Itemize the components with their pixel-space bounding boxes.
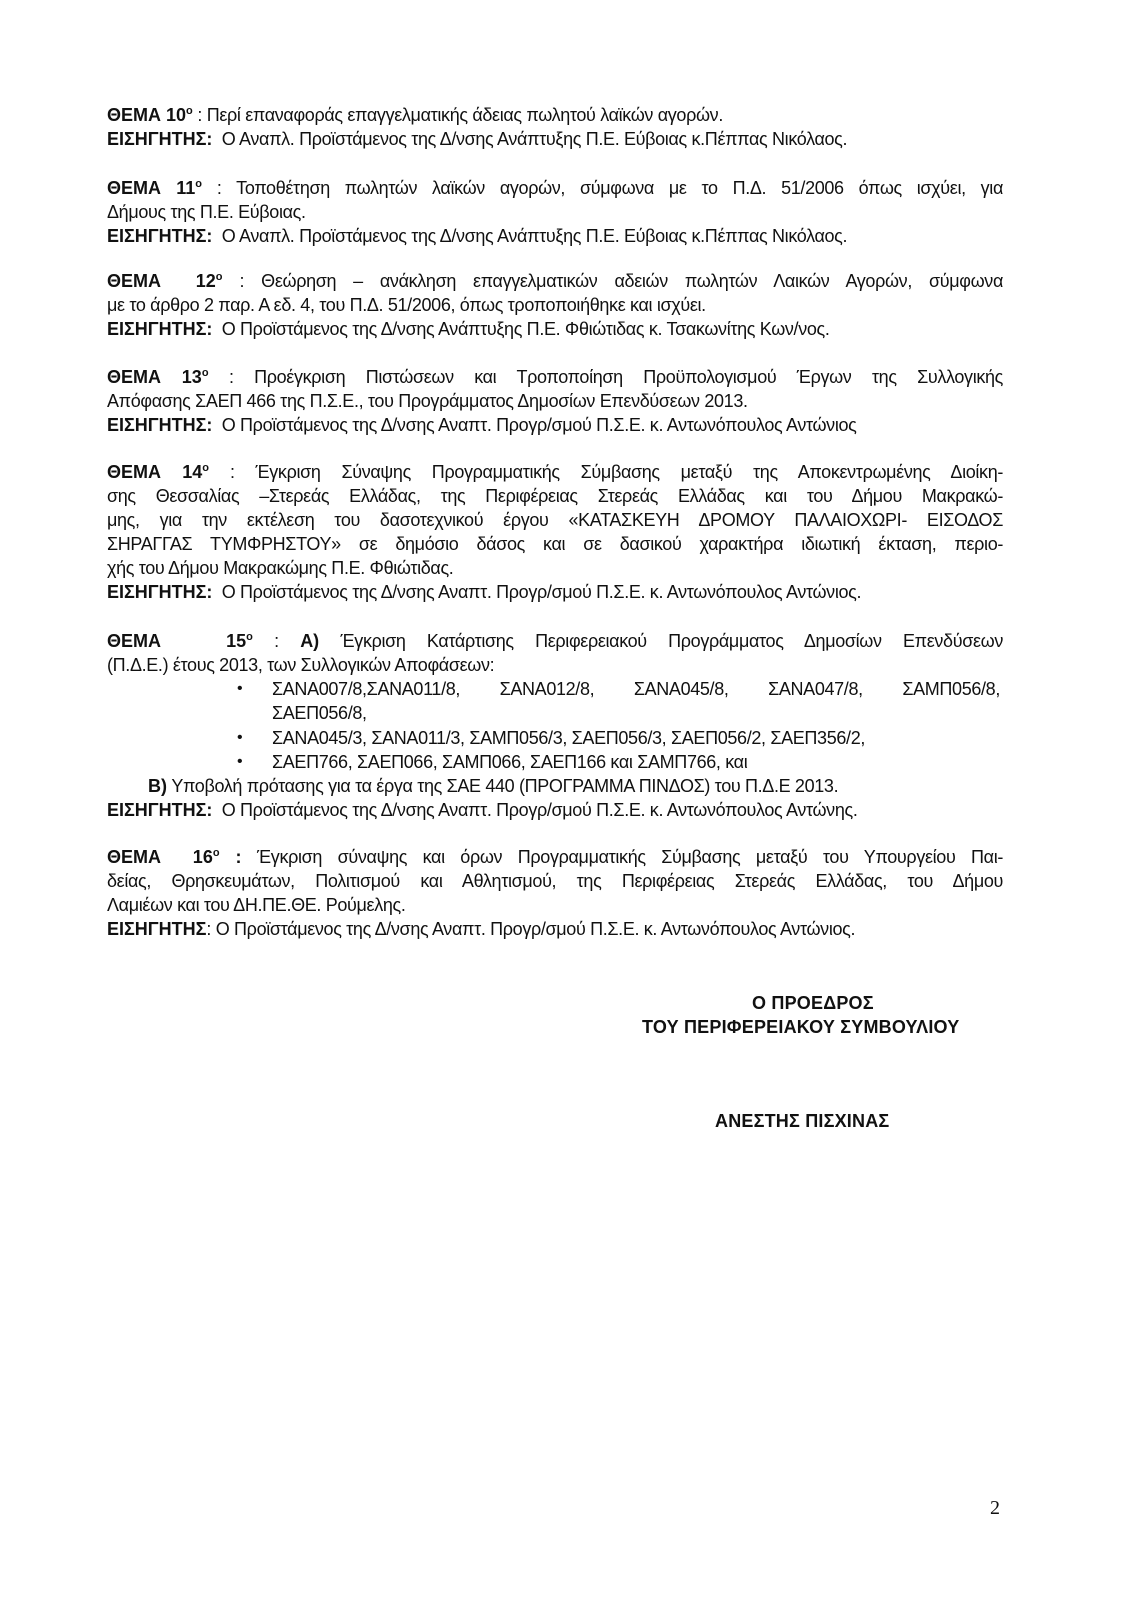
item-16-title-line: δείας, Θρησκευμάτων, Πολιτισμού και Αθλητισμού, της Περιφέρειας Στερεάς Ελλάδας, του Δήμου [107,871,1003,891]
item-15-part-b: Β) Υποβολή πρότασης για τα έργα της ΣΑΕ 440 (ΠΡΟΓΡΑΜΜΑ ΠΙΝΔΟΣ) του Π.Δ.Ε 2013. [148,776,839,796]
bullet-item: ΣΑΝΑ007/8,ΣΑΝΑ011/8, ΣΑΝΑ012/8, ΣΑΝΑ045/8, ΣΑΝΑ047/8, ΣΑΜΠ056/8, [272,679,1000,699]
bullet-icon: • [237,729,243,746]
bullet-item: ΣΑΕΠ056/8, [272,703,367,723]
item-16-title-line: ΘΕΜΑ $16^o$ : Έγκριση σύναψης και όρων Προγραμματικής Σύμβασης μεταξύ του Υπουργείου Παι- [107,847,1004,867]
item-11-title-line: Δήμους της Π.Ε. Εύβοιας. [107,202,306,222]
item-12-rapporteur: ΕΙΣΗΓΗΤΗΣ: Ο Προϊστάμενος της Δ/νσης Ανάπτυξης Π.Ε. Φθιώτιδας κ. Τσακωνίτης Κων/νος. [107,319,830,339]
item-14-title-line: ΘΕΜΑ $14^o$ : Έγκριση Σύναψης Προγραμματικής Σύμβασης μεταξύ της Αποκεντρωμένης Διοίκη- [107,462,1003,482]
bullet-icon: • [237,680,243,697]
item-14-title-line: μης, για την εκτέλεση του δασοτεχνικού έργου «ΚΑΤΑΣΚΕΥΗ ΔΡΟΜΟΥ ΠΑΛΑΙΟΧΩΡΙ- ΕΙΣΟΔΟΣ [107,510,1003,530]
item-12-title-line: με το άρθρο 2 παρ. Α εδ. 4, του Π.Δ. 51/2006, όπως τροποποιήθηκε και ισχύει. [107,295,706,315]
item-16-title-line: Λαμιέων και του ΔΗ.ΠΕ.ΘΕ. Ρούμελης. [107,895,406,915]
bullet-icon: • [237,753,243,770]
item-13-title-line: Απόφασης ΣΑΕΠ 466 της Π.Σ.Ε., του Προγράμματος Δημοσίων Επενδύσεων 2013. [107,391,748,411]
signature-name: ΑΝΕΣΤΗΣ ΠΙΣΧΙΝΑΣ [715,1111,890,1131]
item-13-rapporteur: ΕΙΣΗΓΗΤΗΣ: Ο Προϊστάμενος της Δ/νσης Αναπτ. Προγρ/σμού Π.Σ.Ε. κ. Αντωνόπουλος Αντώνιος [107,415,857,435]
item-15-title-line: (Π.Δ.Ε.) έτους 2013, των Συλλογικών Αποφάσεων: [107,655,495,675]
item-14-rapporteur: ΕΙΣΗΓΗΤΗΣ: Ο Προϊστάμενος της Δ/νσης Αναπτ. Προγρ/σμού Π.Σ.Ε. κ. Αντωνόπουλος Αντώνιος. [107,582,862,602]
item-15-title-line: ΘΕΜΑ $15^o$ : Α) Έγκριση Κατάρτισης Περιφερειακού Προγράμματος Δημοσίων Επενδύσεων [107,631,1003,651]
item-14-title-line: σης Θεσσαλίας –Στερεάς Ελλάδας, της Περιφέρειας Στερεάς Ελλάδας και του Δήμου Μακρακώ- [107,486,1003,506]
page-number: 2 [990,1497,1000,1519]
bullet-item: ΣΑΕΠ766, ΣΑΕΠ066, ΣΑΜΠ066, ΣΑΕΠ166 και ΣΑΜΠ766, και [272,752,748,772]
item-12-title-line: ΘΕΜΑ $12^o$ : Θεώρηση – ανάκληση επαγγελματικών αδειών πωλητών Λαικών Αγορών, σύμφωνα [107,271,1003,291]
item-14-title-line: χής του Δήμου Μακρακώμης Π.Ε. Φθιώτιδας. [107,558,454,578]
signature-title-line2: ΤΟΥ ΠΕΡΙΦΕΡΕΙΑΚΟΥ ΣΥΜΒΟΥΛΙΟΥ [642,1017,960,1037]
item-13-title-line: ΘΕΜΑ $13^o$ : Προέγκριση Πιστώσεων και Τροποποίηση Προϋπολογισμού Έργων της Συλλογικής [107,367,1003,387]
item-label: ΘΕΜΑ 10 [107,105,187,125]
item-16-rapporteur: ΕΙΣΗΓΗΤΗΣ: Ο Προϊστάμενος της Δ/νσης Αναπτ. Προγρ/σμού Π.Σ.Ε. κ. Αντωνόπουλος Αντώνιος. [107,919,856,939]
item-14-title-line: ΣΗΡΑΓΓΑΣ ΤΥΜΦΡΗΣΤΟΥ» σε δημόσιο δάσος και σε δασικού χαρακτήρα ιδιωτική έκταση, περιο- [107,534,1003,554]
item-10-rapporteur: ΕΙΣΗΓΗΤΗΣ: Ο Αναπλ. Προϊστάμενος της Δ/νσης Ανάπτυξης Π.Ε. Εύβοιας κ.Πέππας Νικόλαος. [107,129,848,149]
item-11-title-line: ΘΕΜΑ $11^o$ : Τοποθέτηση πωλητών λαϊκών αγορών, σύμφωνα με το Π.Δ. 51/2006 όπως ισχύει, για [107,178,1004,198]
signature-title-line1: Ο ΠΡΟΕΔΡΟΣ [752,993,874,1013]
item-11-rapporteur: ΕΙΣΗΓΗΤΗΣ: Ο Αναπλ. Προϊστάμενος της Δ/νσης Ανάπτυξης Π.Ε. Εύβοιας κ.Πέππας Νικόλαος. [107,226,848,246]
item-10-title-line: ΘΕΜΑ $10^o$ : Περί επαναφοράς επαγγελματικής άδειας πωλητού λαϊκών αγορών. [107,105,723,125]
item-15-rapporteur: ΕΙΣΗΓΗΤΗΣ: Ο Προϊστάμενος της Δ/νσης Αναπτ. Προγρ/σμού Π.Σ.Ε. κ. Αντωνόπουλος Αντώνης. [107,800,858,820]
bullet-item: ΣΑΝΑ045/3, ΣΑΝΑ011/3, ΣΑΜΠ056/3, ΣΑΕΠ056/3, ΣΑΕΠ056/2, ΣΑΕΠ356/2, [272,728,866,748]
